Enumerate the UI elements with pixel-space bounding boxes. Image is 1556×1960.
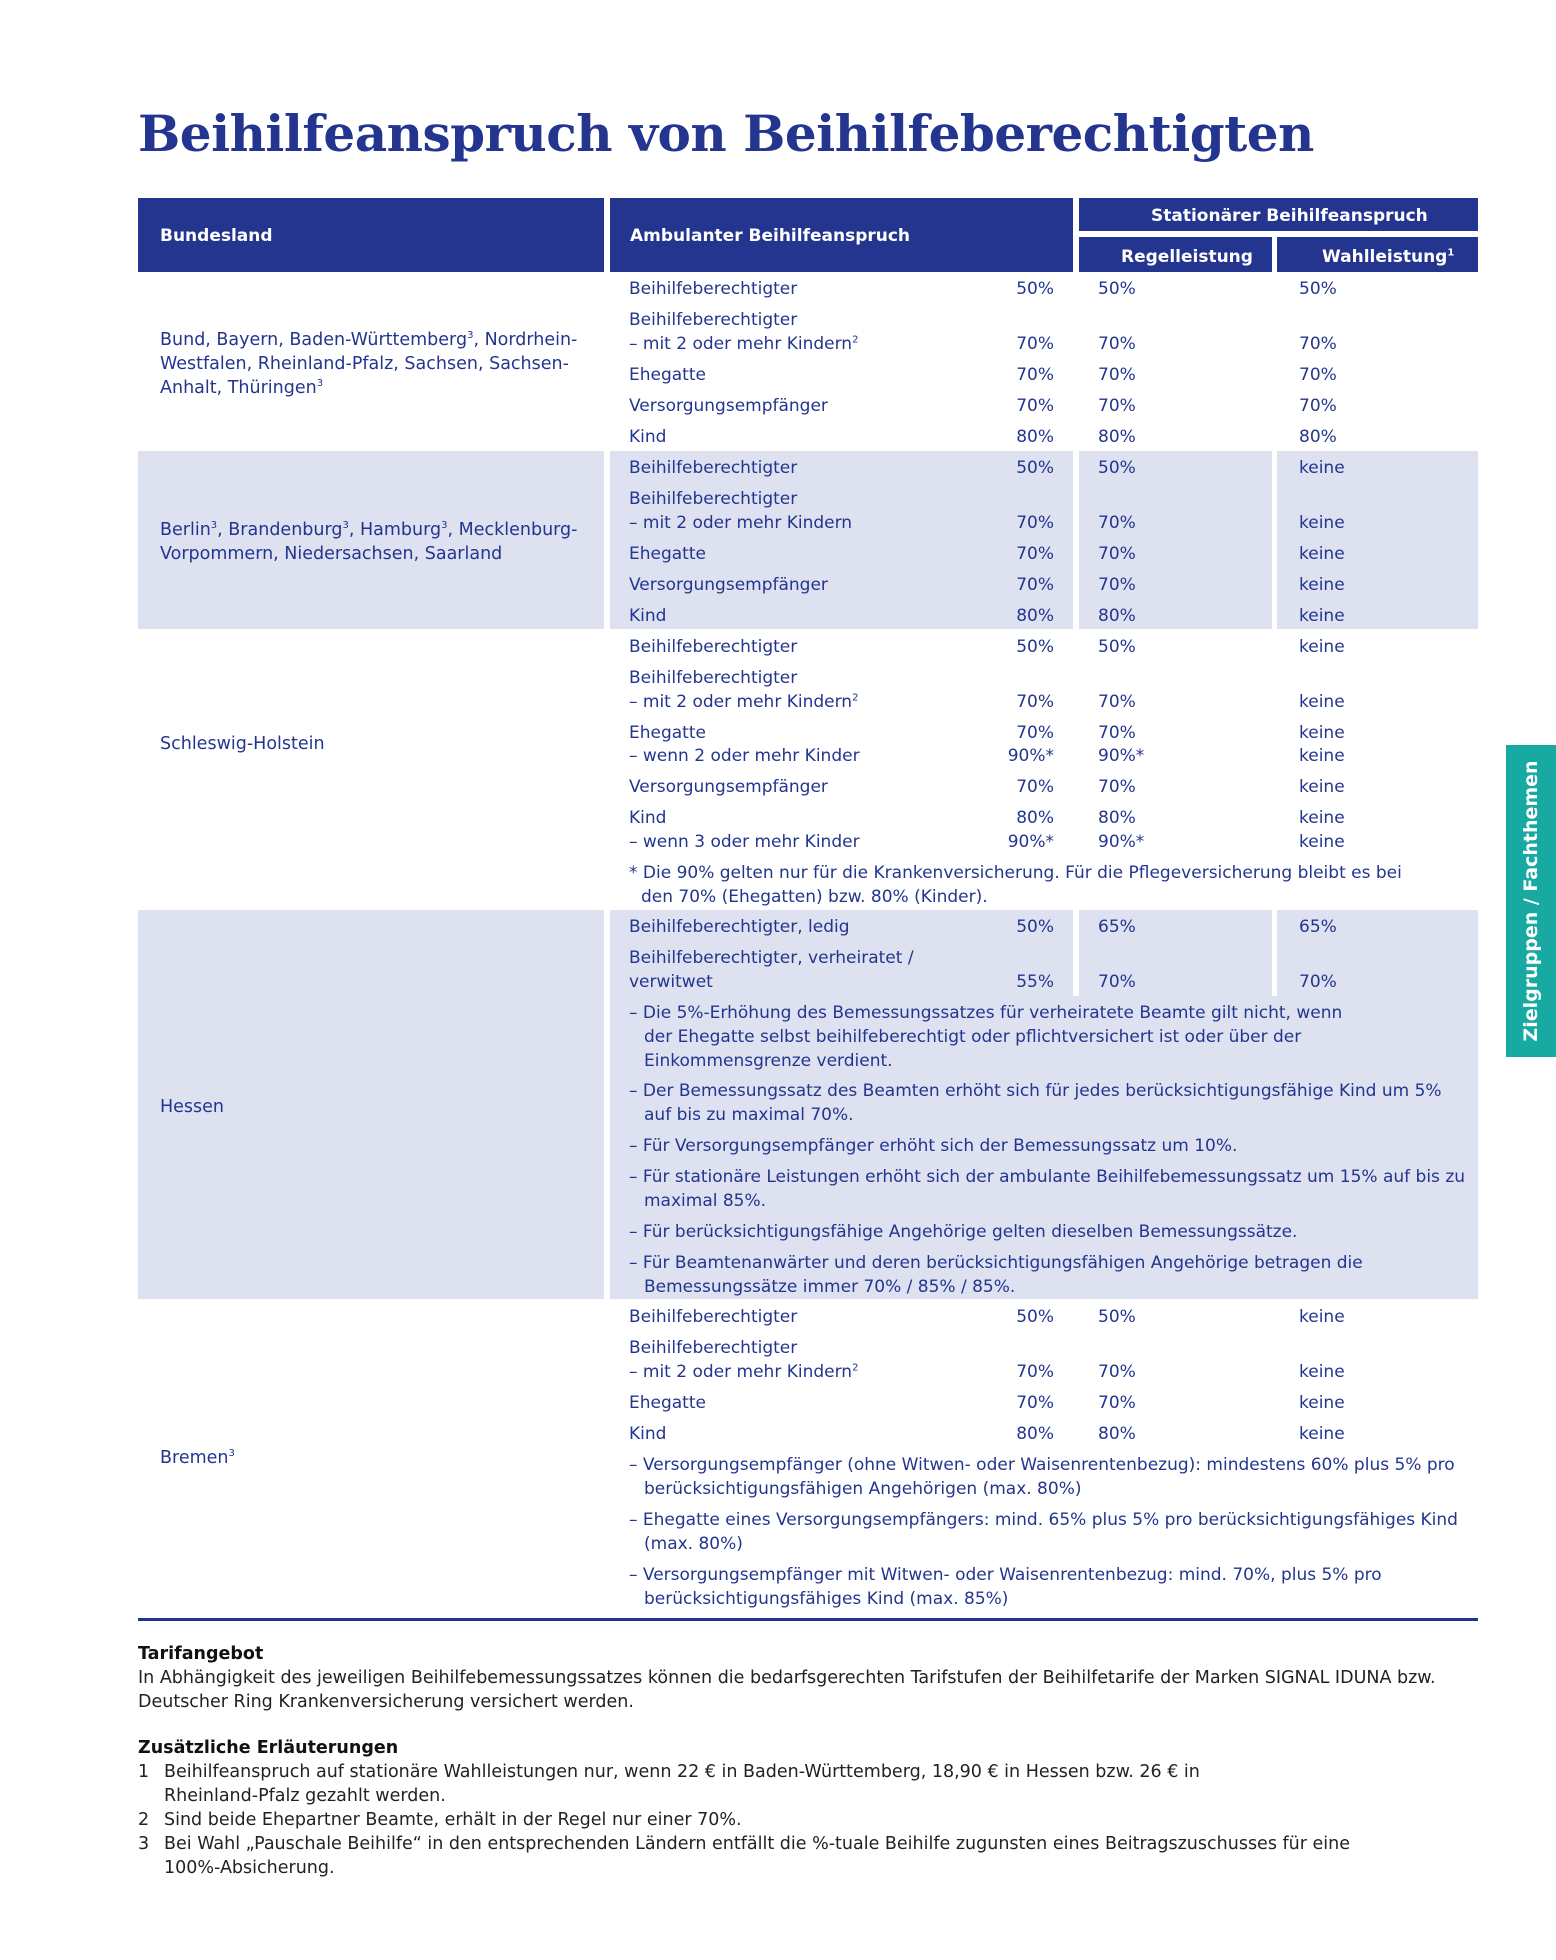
land-group-5 xyxy=(160,1446,235,1470)
amb-value: 70% xyxy=(1016,723,1054,743)
wahl-value: keine xyxy=(1299,458,1345,478)
footnote-number: 2 xyxy=(138,1810,150,1830)
amb-value: 55% xyxy=(1016,972,1054,992)
regel-value: 90%* xyxy=(1098,832,1145,852)
page-title: Beihilfeanspruch von Beihilfeberechtigten xyxy=(138,104,1314,163)
header-wahl-text: Wahlleistung xyxy=(1322,247,1448,267)
wahl-value: keine xyxy=(1299,1307,1345,1327)
row-label: Beihilfeberechtigter xyxy=(629,1338,798,1358)
row-label xyxy=(629,332,858,356)
wahl-value: keine xyxy=(1299,513,1345,533)
row-label-text: – mit 2 oder mehr Kindern xyxy=(629,1362,853,1382)
land-group-1 xyxy=(160,328,590,400)
header-bundesland-label: Bundesland xyxy=(160,226,273,246)
land-text: Bremen xyxy=(160,1448,229,1468)
row-label xyxy=(629,1360,858,1384)
amb-value: 70% xyxy=(1016,777,1054,797)
regel-value: 70% xyxy=(1098,692,1136,712)
footnote-text: Sind beide Ehepartner Beamte, erhält in der Regel nur einer 70%. xyxy=(164,1810,742,1830)
row-label: Beihilfeberechtigter xyxy=(629,279,798,299)
wahl-value: keine xyxy=(1299,1393,1345,1413)
column-divider xyxy=(1073,910,1079,996)
regel-value: 50% xyxy=(1098,637,1136,657)
hessen-note: – Für stationäre Leistungen erhöht sich der ambulante Beihilfebemessungssatz um 15% auf bis zu maximal 85%. xyxy=(629,1167,1466,1211)
row-label: Beihilfeberechtigter xyxy=(629,458,798,478)
footnote-item xyxy=(138,1832,1438,1880)
wahl-value: keine xyxy=(1299,606,1345,626)
land-group-4: Hessen xyxy=(160,1097,225,1117)
tarif-heading xyxy=(138,1642,263,1666)
row-label: Beihilfeberechtigter xyxy=(629,489,798,509)
wahl-value: 65% xyxy=(1299,917,1337,937)
wahl-value: keine xyxy=(1299,1362,1345,1382)
amb-value: 70% xyxy=(1016,544,1054,564)
wahl-value: 50% xyxy=(1299,279,1337,299)
regel-value: 65% xyxy=(1098,917,1136,937)
footnote-marker: 3 xyxy=(467,330,474,342)
land-text: Bund, Bayern, Baden-Württemberg xyxy=(160,330,468,350)
row-label: Beihilfeberechtigter xyxy=(629,310,798,330)
wahl-value: 80% xyxy=(1299,427,1337,447)
regel-value: 50% xyxy=(1098,279,1136,299)
amb-value: 80% xyxy=(1016,606,1054,626)
amb-value: 70% xyxy=(1016,334,1054,354)
regel-value: 80% xyxy=(1098,1424,1136,1444)
regel-value: 70% xyxy=(1098,777,1136,797)
bremen-note: – Versorgungsempfänger (ohne Witwen- oder Waisenrentenbezug): mindestens 60% plus 5% pro berücksichtigungsfähigen Angehörigen (max. 80%) xyxy=(629,1455,1455,1499)
land-text: , Brandenburg xyxy=(217,520,343,540)
row-label-text: – mit 2 oder mehr Kindern xyxy=(629,692,853,712)
row-label: – mit 2 oder mehr Kindern xyxy=(629,513,853,533)
amb-value: 50% xyxy=(1016,279,1054,299)
amb-value: 80% xyxy=(1016,808,1054,828)
hessen-note: – Der Bemessungssatz des Beamten erhöht sich für jedes berücksichtigungsfähige Kind um 5% auf bis zu maximal 70%. xyxy=(629,1081,1442,1125)
footnote-marker: 3 xyxy=(342,520,349,532)
footnote-number: 3 xyxy=(138,1834,150,1854)
column-divider xyxy=(1272,451,1277,629)
footnote-item xyxy=(138,1808,1438,1832)
land-text: , Hamburg xyxy=(348,520,442,540)
regel-value: 70% xyxy=(1098,723,1136,743)
amb-value: 70% xyxy=(1016,692,1054,712)
regel-value: 70% xyxy=(1098,396,1136,416)
side-tab-zielgruppen[interactable] xyxy=(1506,745,1556,1057)
hessen-note: – Die 5%-Erhöhung des Bemessungssatzes für verheiratete Beamte gilt nicht, wenn der Ehegatte selbst beihilfeberechtigt oder pflichtversichert ist oder über der Einkommensgrenze verdient. xyxy=(629,1003,1343,1071)
column-divider xyxy=(1272,910,1277,996)
header-regel-label: Regelleistung xyxy=(1121,247,1253,267)
row-label: Versorgungsempfänger xyxy=(629,396,828,416)
row-label: Versorgungsempfänger xyxy=(629,777,828,797)
amb-value: 50% xyxy=(1016,917,1054,937)
amb-value: 50% xyxy=(1016,637,1054,657)
wahl-value: keine xyxy=(1299,808,1345,828)
footnote-marker: 3 xyxy=(316,378,324,390)
column-divider xyxy=(1073,451,1079,629)
wahl-value: keine xyxy=(1299,777,1345,797)
row-label: verwitwet xyxy=(629,972,713,992)
row-label: Beihilfeberechtigter, ledig xyxy=(629,917,850,937)
footnote-marker: 2 xyxy=(852,692,859,704)
row-label: Versorgungsempfänger xyxy=(629,575,828,595)
row-label: Ehegatte xyxy=(629,544,706,564)
wahl-value: 70% xyxy=(1299,365,1337,385)
row-label: Beihilfeberechtigter xyxy=(629,1307,798,1327)
header-regel xyxy=(1079,237,1272,272)
footnotes-heading xyxy=(138,1736,398,1760)
hessen-note: – Für Versorgungsempfänger erhöht sich der Bemessungssatz um 10%. xyxy=(629,1136,1238,1156)
wahl-value: keine xyxy=(1299,575,1345,595)
regel-value: 70% xyxy=(1098,972,1136,992)
hessen-note: – Für Beamtenanwärter und deren berücksichtigungsfähigen Angehörige betragen die Bemessungssätze immer 70% / 85% / 85%. xyxy=(629,1253,1363,1297)
header-ambulant xyxy=(610,198,1073,272)
amb-value: 70% xyxy=(1016,513,1054,533)
amb-value: 90%* xyxy=(1007,746,1054,766)
wahl-value: 70% xyxy=(1299,972,1337,992)
footnote-marker: 3 xyxy=(228,1448,235,1460)
row-label: Beihilfeberechtigter xyxy=(629,637,798,657)
regel-value: 70% xyxy=(1098,513,1136,533)
land-text: , Nordrhein-Westfalen, Rheinland-Pfalz, Sachsen, Sachsen-Anhalt, Thüringen xyxy=(160,330,578,398)
regel-value: 90%* xyxy=(1098,746,1145,766)
land-text: , Mecklenburg-Vorpommern, Niedersachsen, Saarland xyxy=(160,520,578,564)
regel-value: 70% xyxy=(1098,544,1136,564)
column-divider xyxy=(604,910,610,1299)
row-label: Ehegatte xyxy=(629,723,706,743)
table-bottom-rule xyxy=(138,1618,1478,1621)
tarif-text: In Abhängigkeit des jeweiligen Beihilfebemessungssatzes können die bedarfsgerechten Tarifstufen der Beihilfetarife der Marken SIGNAL IDUNA bzw. Deutscher Ring Krankenversicherung versichert werden. xyxy=(138,1668,1436,1712)
footnote-number: 1 xyxy=(138,1762,150,1782)
wahl-value: 70% xyxy=(1299,334,1337,354)
amb-value: 70% xyxy=(1016,1362,1054,1382)
row-label: – wenn 3 oder mehr Kinder xyxy=(629,832,860,852)
row-label: – wenn 2 oder mehr Kinder xyxy=(629,746,860,766)
regel-value: 50% xyxy=(1098,458,1136,478)
header-ambulant-label: Ambulanter Beihilfeanspruch xyxy=(630,226,911,246)
amb-value: 90%* xyxy=(1007,832,1054,852)
amb-value: 50% xyxy=(1016,458,1054,478)
footnote-marker: 3 xyxy=(441,520,448,532)
row-label xyxy=(629,690,858,714)
row-label: Kind xyxy=(629,1424,667,1444)
row-label: Ehegatte xyxy=(629,1393,706,1413)
footnotes-heading-text: Zusätzliche Erläuterungen xyxy=(138,1738,399,1758)
footnote-text: Beihilfeanspruch auf stationäre Wahlleistungen nur, wenn 22 € in Baden-Württemberg, 18,90 € in Hessen bzw. 26 € in Rheinland-Pfalz gezahlt werden. xyxy=(164,1762,1200,1806)
row-label: Kind xyxy=(629,427,667,447)
wahl-value: keine xyxy=(1299,832,1345,852)
regel-value: 70% xyxy=(1098,334,1136,354)
regel-value: 80% xyxy=(1098,427,1136,447)
amb-value: 80% xyxy=(1016,1424,1054,1444)
row-label-text: – mit 2 oder mehr Kindern xyxy=(629,334,853,354)
hessen-note: – Für berücksichtigungsfähige Angehörige gelten dieselben Bemessungssätze. xyxy=(629,1222,1298,1242)
regel-value: 50% xyxy=(1098,1307,1136,1327)
bremen-note: – Ehegatte eines Versorgungsempfängers: mind. 65% plus 5% pro berücksichtigungsfähiges Kind (max. 80%) xyxy=(629,1510,1458,1554)
land-group-3: Schleswig-Holstein xyxy=(160,734,325,754)
regel-value: 70% xyxy=(1098,1362,1136,1382)
row-label: Beihilfeberechtigter xyxy=(629,668,798,688)
header-stationaer xyxy=(1079,198,1478,231)
wahl-value: keine xyxy=(1299,723,1345,743)
land-text: Berlin xyxy=(160,520,211,540)
row-label: Ehegatte xyxy=(629,365,706,385)
regel-value: 80% xyxy=(1098,808,1136,828)
amb-value: 50% xyxy=(1016,1307,1054,1327)
header-wahl xyxy=(1277,237,1478,272)
footnote-item xyxy=(138,1760,1438,1808)
wahl-value: keine xyxy=(1299,692,1345,712)
header-bundesland xyxy=(138,198,604,272)
footnote-text: Bei Wahl „Pauschale Beihilfe“ in den entsprechenden Ländern entfällt die %-tuale Beihilfe zugunsten eines Beitragszuschusses für eine 100%-Absicherung. xyxy=(164,1834,1351,1878)
amb-value: 70% xyxy=(1016,1393,1054,1413)
footnote-marker: 2 xyxy=(852,1362,859,1374)
row-label: Kind xyxy=(629,606,667,626)
amb-value: 80% xyxy=(1016,427,1054,447)
row-label: Kind xyxy=(629,808,667,828)
land-group-2 xyxy=(160,518,590,566)
footnote-marker: 2 xyxy=(852,334,859,346)
header-stationaer-label: Stationärer Beihilfeanspruch xyxy=(1151,206,1428,226)
footnote-marker: 3 xyxy=(210,520,218,532)
wahl-value: keine xyxy=(1299,544,1345,564)
row-label: Beihilfeberechtigter, verheiratet / xyxy=(629,948,914,968)
tarif-heading-text: Tarifangebot xyxy=(138,1644,264,1664)
wahl-value: keine xyxy=(1299,637,1345,657)
footnote-marker: 1 xyxy=(1447,247,1455,259)
regel-value: 80% xyxy=(1098,606,1136,626)
regel-value: 70% xyxy=(1098,1393,1136,1413)
regel-value: 70% xyxy=(1098,365,1136,385)
wahl-value: 70% xyxy=(1299,396,1337,416)
wahl-value: keine xyxy=(1299,746,1345,766)
amb-value: 70% xyxy=(1016,396,1054,416)
header-wahl-label xyxy=(1322,247,1454,267)
group-3-note: * Die 90% gelten nur für die Krankenversicherung. Für die Pflegeversicherung bleibt es bei den 70% (Ehegatten) bzw. 80% (Kinder). xyxy=(629,863,1402,907)
bremen-note: – Versorgungsempfänger mit Witwen- oder Waisenrentenbezug: mind. 70%, plus 5% pro berücksichtigungsfähiges Kind (max. 85%) xyxy=(629,1565,1382,1609)
amb-value: 70% xyxy=(1016,575,1054,595)
regel-value: 70% xyxy=(1098,575,1136,595)
wahl-value: keine xyxy=(1299,1424,1345,1444)
column-divider xyxy=(604,451,610,629)
side-tab-label: Zielgruppen / Fachthemen xyxy=(1520,760,1542,1042)
amb-value: 70% xyxy=(1016,365,1054,385)
